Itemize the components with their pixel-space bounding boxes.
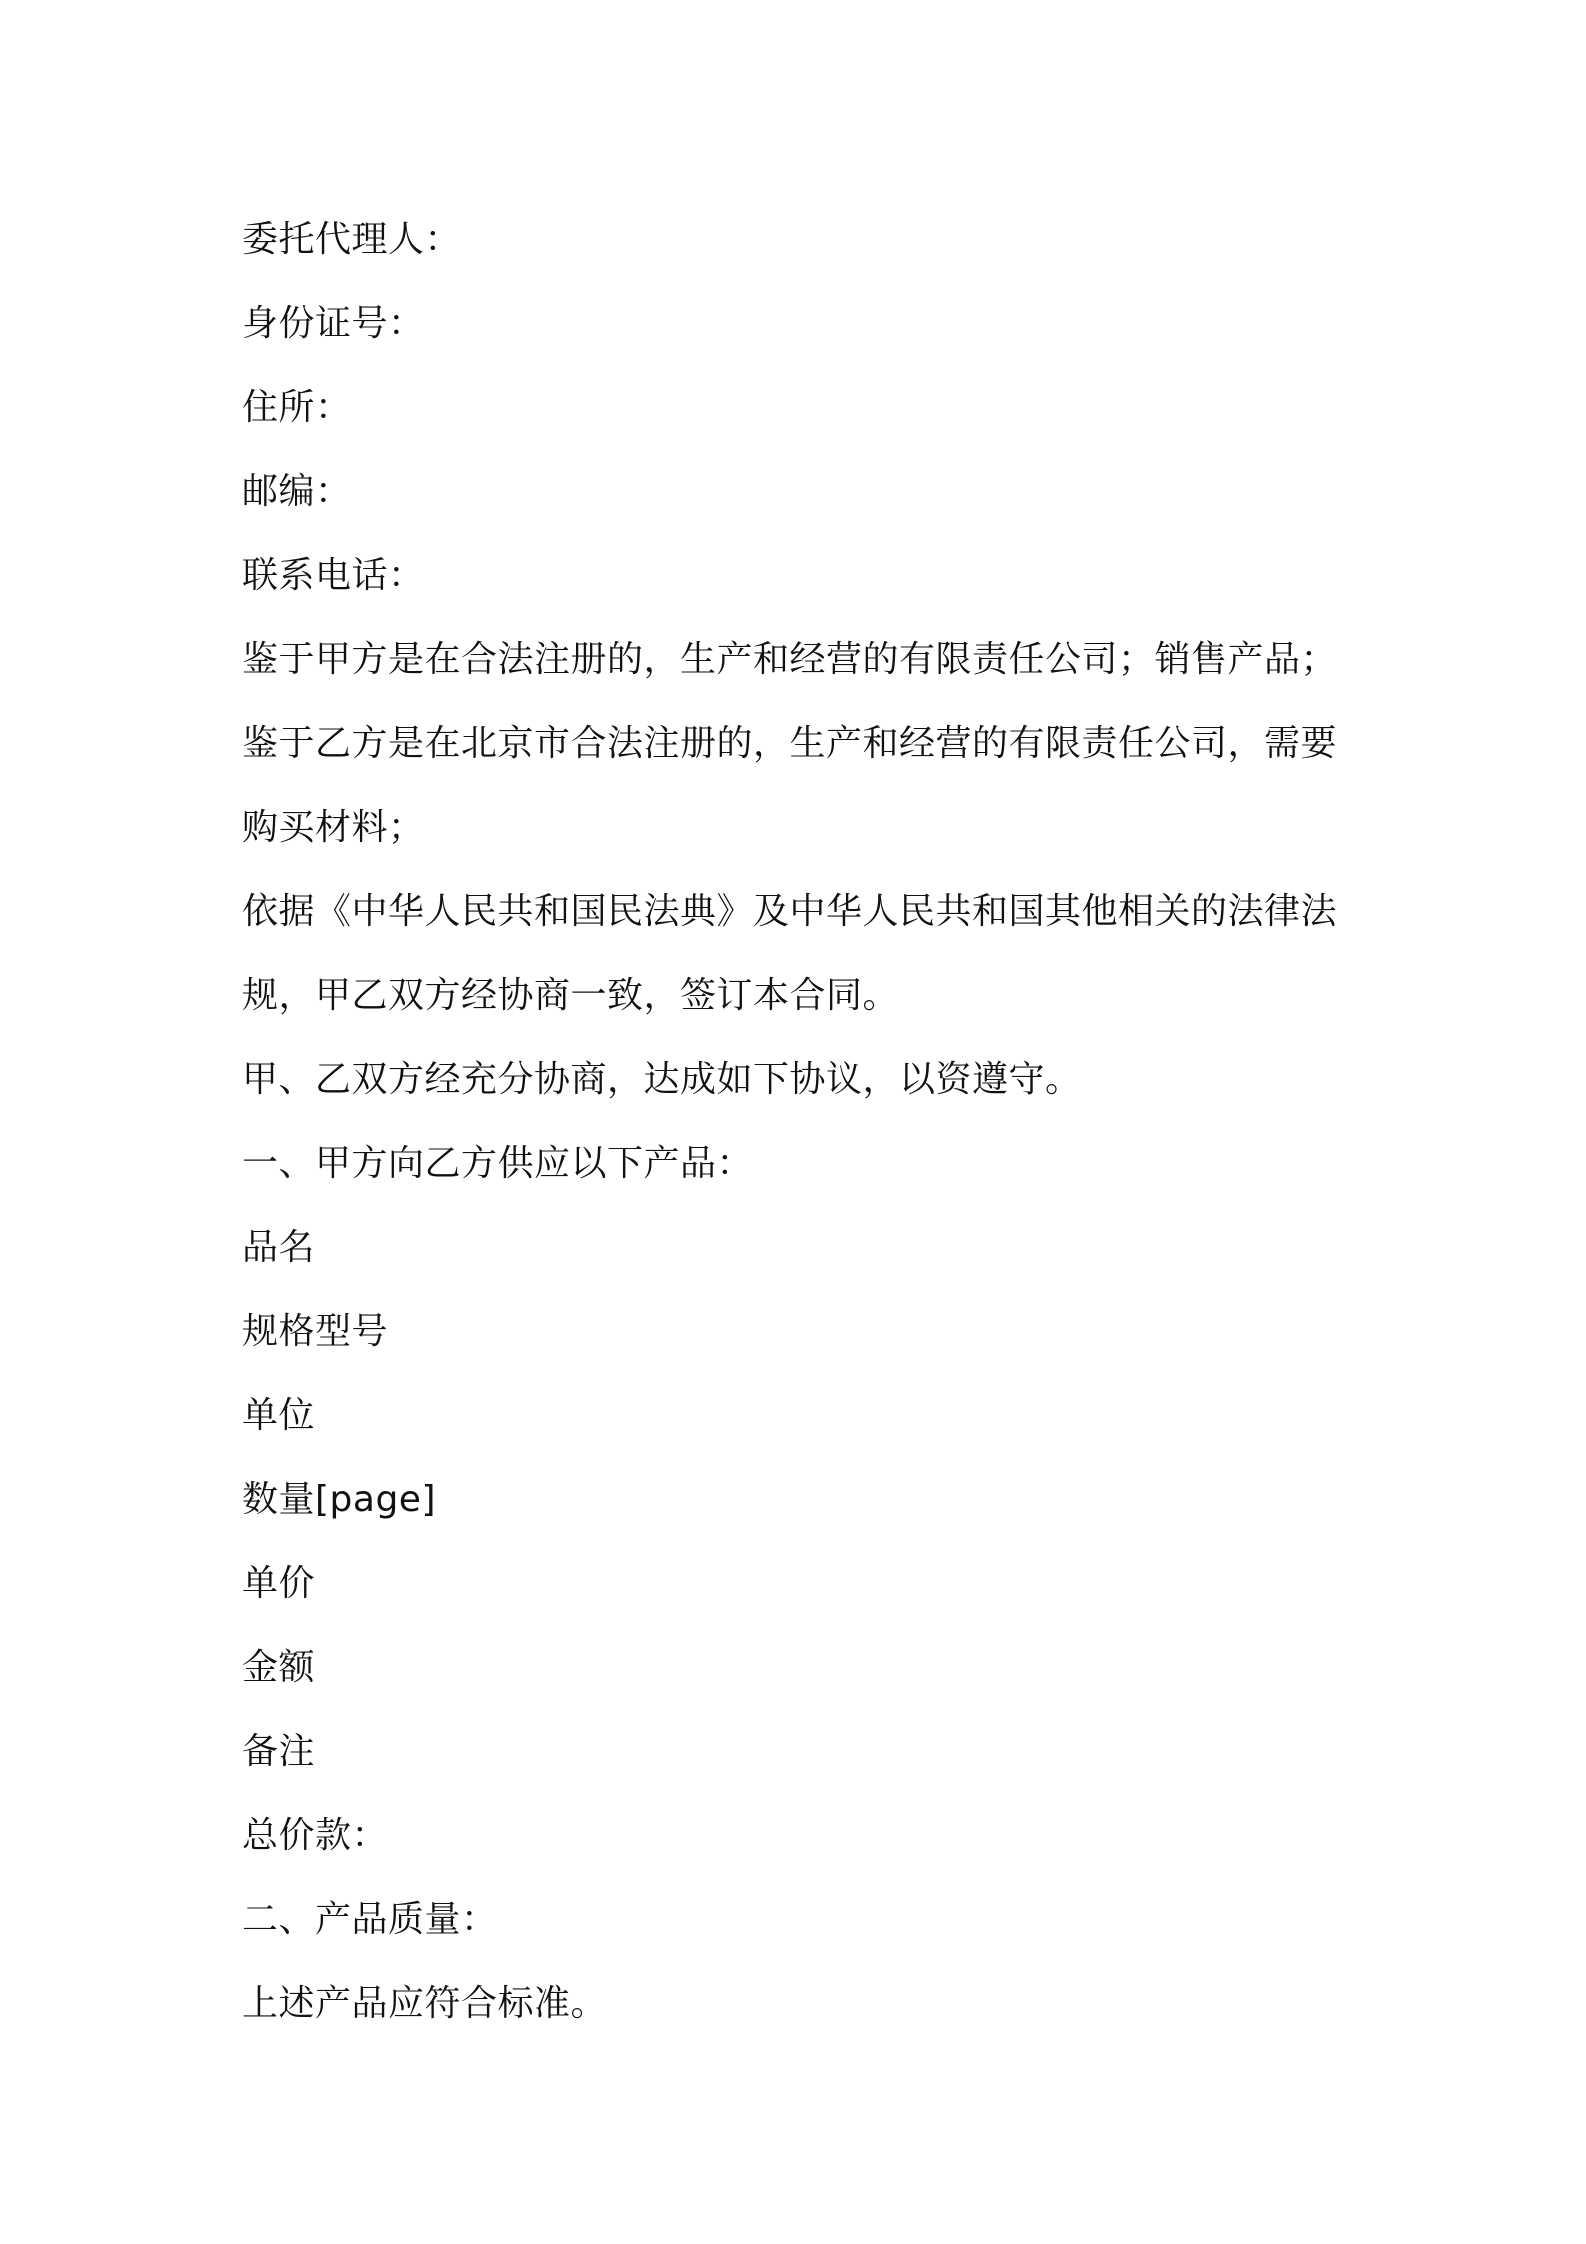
unit-label: 单位 — [242, 1395, 316, 1436]
agent-label: 委托代理人： — [242, 219, 462, 260]
postcode-label: 邮编： — [242, 471, 352, 512]
agreement-statement: 甲、乙双方经充分协商，达成如下协议，以资遵守。 — [242, 1059, 1082, 1100]
spec-model-label: 规格型号 — [242, 1311, 389, 1352]
amount-label: 金额 — [242, 1647, 316, 1688]
recital-party-b-line2: 购买材料； — [242, 807, 425, 848]
phone-label: 联系电话： — [242, 555, 425, 596]
section-1-heading: 一、甲方向乙方供应以下产品： — [242, 1143, 754, 1184]
recital-party-a: 鉴于甲方是在合法注册的，生产和经营的有限责任公司；销售产品； — [242, 639, 1338, 680]
section-2-heading: 二、产品质量： — [242, 1899, 498, 1940]
unit-price-label: 单价 — [242, 1563, 316, 1604]
quality-standard-text: 上述产品应符合标准。 — [242, 1983, 608, 2024]
quantity-label: 数量[page] — [242, 1479, 437, 1520]
remarks-label: 备注 — [242, 1731, 316, 1772]
recital-party-b-line1: 鉴于乙方是在北京市合法注册的，生产和经营的有限责任公司，需要 — [242, 723, 1338, 764]
residence-label: 住所： — [242, 387, 352, 428]
total-price-label: 总价款： — [242, 1815, 389, 1856]
document-body — [242, 198, 1362, 2046]
id-number-label: 身份证号： — [242, 303, 425, 344]
product-name-label: 品名 — [242, 1227, 316, 1268]
legal-basis-line1: 依据《中华人民共和国民法典》及中华人民共和国其他相关的法律法 — [242, 891, 1338, 932]
legal-basis-line2: 规，甲乙双方经协商一致，签订本合同。 — [242, 975, 900, 1016]
